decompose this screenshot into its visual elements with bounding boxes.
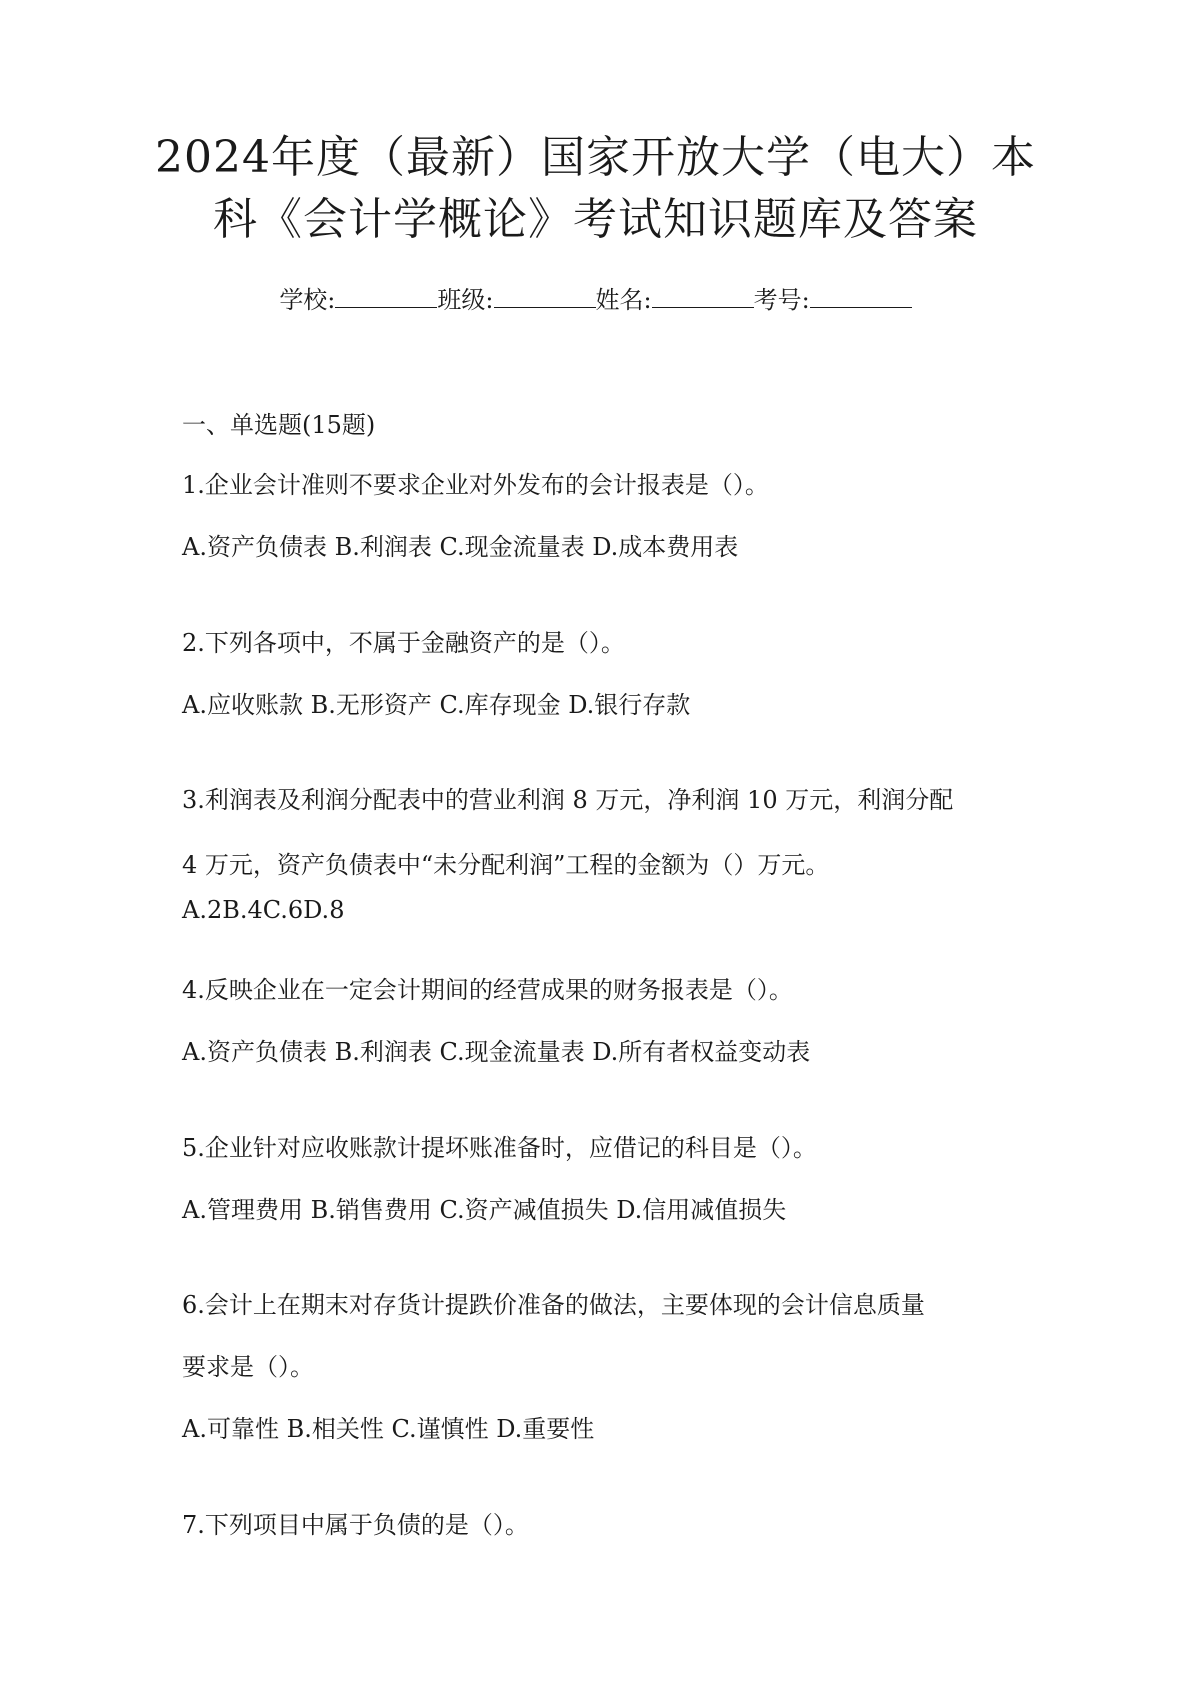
question-6-stem-line-2: 要求是（）。 — [182, 1353, 314, 1381]
class-blank — [494, 283, 596, 308]
name-label: 姓名: — [595, 286, 652, 314]
question-5-options: A.管理费用 B.销售费用 C.资产减值损失 D.信用减值损失 — [182, 1196, 787, 1224]
question-3-stem-line-2: 4 万元，资产负债表中“未分配利润”工程的金额为（）万元。 — [182, 851, 830, 879]
question-4-options: A.资产负债表 B.利润表 C.现金流量表 D.所有者权益变动表 — [182, 1038, 811, 1066]
class-label: 班级: — [437, 286, 494, 314]
school-blank — [335, 283, 437, 308]
document-title-line-1: 2024年度（最新）国家开放大学（电大）本 — [155, 132, 1036, 183]
question-3-stem-line-1: 3.利润表及利润分配表中的营业利润 8 万元，净利润 10 万元，利润分配 — [182, 786, 954, 814]
section-heading: 一、单选题(15题) — [182, 411, 376, 439]
question-6-stem-line-1: 6.会计上在期末对存货计提跌价准备的做法，主要体现的会计信息质量 — [182, 1291, 925, 1319]
question-6-options: A.可靠性 B.相关性 C.谨慎性 D.重要性 — [182, 1415, 595, 1443]
document-title-line-2: 科《会计学概论》考试知识题库及答案 — [213, 194, 978, 245]
name-blank — [652, 283, 754, 308]
student-info-row — [0, 283, 1191, 317]
exam-number-blank — [810, 283, 912, 308]
question-5-stem: 5.企业针对应收账款计提坏账准备时，应借记的科目是（）。 — [182, 1134, 817, 1162]
question-4-stem: 4.反映企业在一定会计期间的经营成果的财务报表是（）。 — [182, 976, 793, 1004]
question-7-stem: 7.下列项目中属于负债的是（）。 — [182, 1511, 529, 1539]
question-1-options: A.资产负债表 B.利润表 C.现金流量表 D.成本费用表 — [182, 533, 739, 561]
question-2-stem: 2.下列各项中，不属于金融资产的是（）。 — [182, 629, 625, 657]
question-1-stem: 1.企业会计准则不要求企业对外发布的会计报表是（）。 — [182, 471, 769, 499]
question-2-options: A.应收账款 B.无形资产 C.库存现金 D.银行存款 — [182, 691, 691, 719]
question-3-options: A.2B.4C.6D.8 — [182, 896, 345, 924]
exam-number-label: 考号: — [753, 286, 810, 314]
school-label: 学校: — [279, 286, 336, 314]
